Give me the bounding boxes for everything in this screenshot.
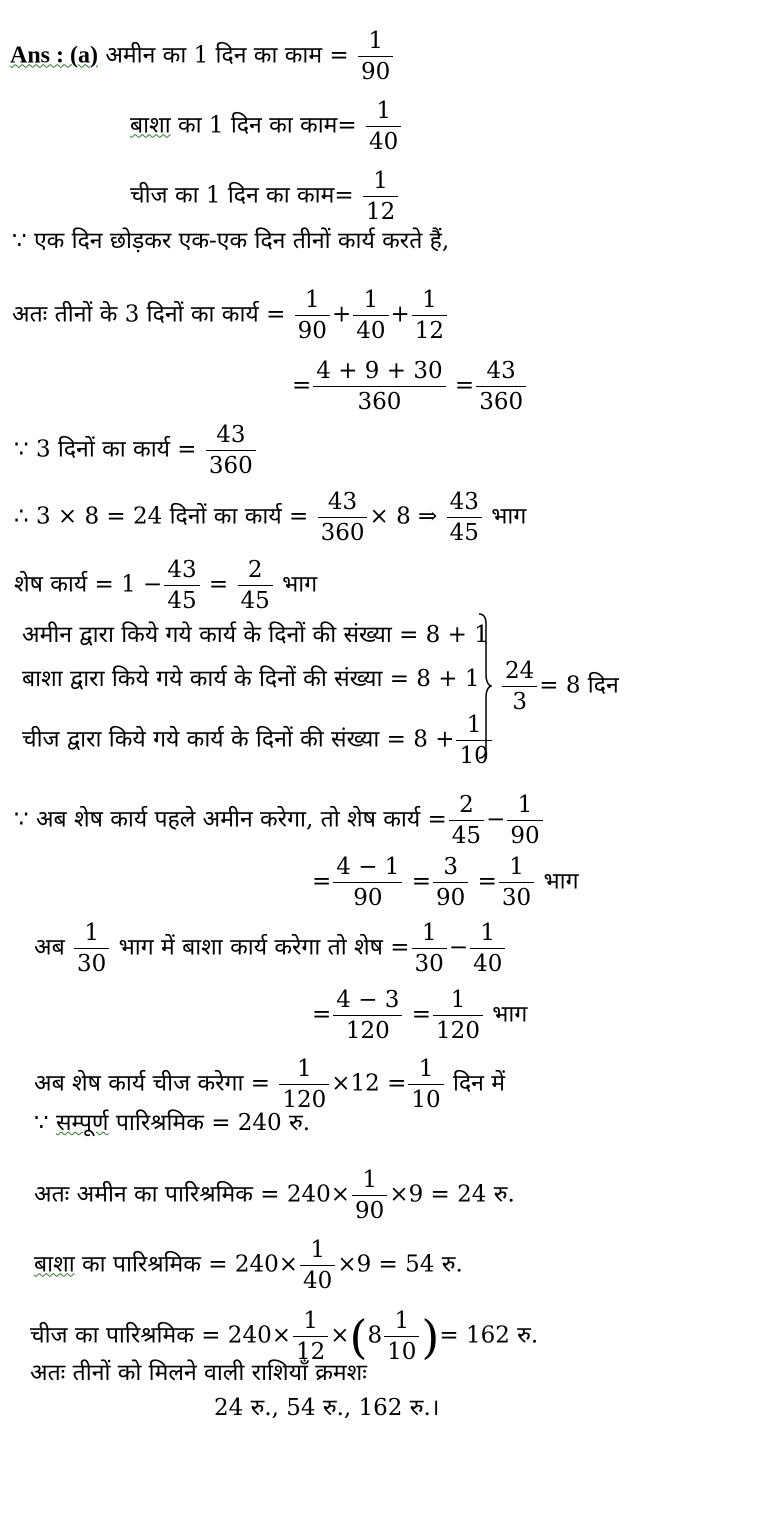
final-values-line: 24 रु., 54 रु., 162 रु.। [214, 1395, 440, 1421]
amin-days-count: अमीन द्वारा किये गये कार्य के दिनों की संख्या = 8 + 1 [22, 622, 489, 648]
basha-next-fraction-2: $\frac{1}{40}$ [470, 918, 505, 979]
amin-wage-line: अतः अमीन का पारिश्रमिक = 240× $\frac{1}{90}$ ×9 = 24 रु. [34, 1167, 515, 1224]
basha-next-line: अब $\frac{1}{30}$ भाग में बाशा कार्य करेगा तो शेष = $\frac{1}{30}$ − $\frac{1}{40}$ [34, 918, 507, 979]
basha-name: बाशा [130, 112, 171, 139]
cheej-wage-line: चीज का पारिश्रमिक = 240× $\frac{1}{12}$ ×(8 $\frac{1}{10}$ )= 162 रु. [30, 1308, 539, 1365]
total-wage-line: ∵ सम्पूर्ण पारिश्रमिक = 240 रु. [34, 1110, 311, 1136]
brace-fraction: $\frac{24}{3}$ [502, 656, 537, 717]
fraction-1-12: $\frac{1}{12}$ [412, 285, 447, 346]
amin-next-line: ∵ अब शेष कार्य पहले अमीन करेगा, तो शेष कार्य = $\frac{2}{45}$ − $\frac{1}{90}$ [14, 790, 545, 851]
final-lead-line: अतः तीनों को मिलने वाली राशियाँ क्रमशः [30, 1360, 367, 1386]
three-days-sum-line: = $\frac{4 + 9 + 30}{360}$ = $\frac{43}{360}$ [292, 356, 528, 417]
amin-result-fraction-3: $\frac{1}{30}$ [499, 852, 534, 913]
because-line: ∵ एक दिन छोड़कर एक-एक दिन तीनों कार्य करते हैं, [12, 228, 450, 254]
fraction-1-40: $\frac{1}{40}$ [353, 285, 388, 346]
amin-result-line: = $\frac{4 - 1}{90}$ = $\frac{3}{90}$ = $\frac{1}{30}$ भाग [312, 854, 579, 911]
basha-rate-fraction: $\frac{1}{40}$ [366, 96, 401, 157]
cheej-mixed-fraction: $\frac{1}{10}$ [384, 1306, 419, 1367]
amin-result-fraction-1: $\frac{4 - 1}{90}$ [333, 852, 402, 913]
cheej-days-fraction: $\frac{1}{10}$ [456, 710, 491, 771]
remaining-result-fraction: $\frac{2}{45}$ [238, 555, 273, 616]
cheej-days-count: चीज द्वारा किये गये कार्य के दिनों की संख्या = 8 + $\frac{1}{10}$ [22, 710, 494, 771]
cheej-rate-fraction: $\frac{1}{12}$ [363, 166, 398, 227]
amin-result-fraction-2: $\frac{3}{90}$ [433, 852, 468, 913]
since-3-days-line: ∵ 3 दिनों का कार्य = $\frac{43}{360}$ [14, 420, 258, 481]
amin-next-fraction-1: $\frac{2}{45}$ [449, 790, 484, 851]
cheej-next-line: अब शेष कार्य चीज करेगा = $\frac{1}{120}$ ×12 = $\frac{1}{10}$ दिन में [34, 1056, 505, 1113]
basha-result-fraction-2: $\frac{1}{120}$ [433, 985, 483, 1046]
cheej-wage-fraction: $\frac{1}{12}$ [293, 1306, 328, 1367]
sum-result-fraction: $\frac{43}{360}$ [476, 356, 526, 417]
basha-wage-fraction: $\frac{1}{40}$ [300, 1235, 335, 1296]
amin-next-fraction-2: $\frac{1}{90}$ [507, 790, 542, 851]
fraction-1-90: $\frac{1}{90}$ [295, 285, 330, 346]
answer-line-amin [10, 26, 395, 87]
basha-rate-line [130, 96, 403, 157]
remaining-work-line: शेष कार्य = 1 − $\frac{43}{45}$ = $\frac{2}{45}$ भाग [14, 557, 318, 614]
basha-days-count: बाशा द्वारा किये गये कार्य के दिनों की संख्या = 8 + 1 [22, 666, 480, 692]
cheej-rate-line [130, 166, 400, 227]
days-24-result-fraction: $\frac{43}{45}$ [447, 487, 482, 548]
cheej-next-result-fraction: $\frac{1}{10}$ [408, 1054, 443, 1115]
basha-result-fraction-1: $\frac{4 - 3}{120}$ [333, 985, 402, 1046]
three-days-line: अतः तीनों के 3 दिनों का कार्य = $\frac{1}{90}$ + $\frac{1}{40}$ + $\frac{1}{12}$ [12, 285, 449, 346]
days-24-fraction: $\frac{43}{360}$ [318, 487, 368, 548]
days-24-line: ∴ 3 × 8 = 24 दिनों का कार्य = $\frac{43}{360}$ × 8 ⇒ $\frac{43}{45}$ भाग [14, 489, 527, 546]
basha-next-fraction-1: $\frac{1}{30}$ [412, 918, 447, 979]
remaining-fraction: $\frac{43}{45}$ [164, 555, 199, 616]
answer-label: Ans : (a) [10, 42, 98, 69]
basha-wage-line: बाशा का पारिश्रमिक = 240× $\frac{1}{40}$ ×9 = 54 रु. [34, 1237, 463, 1294]
cheej-next-fraction: $\frac{1}{120}$ [279, 1054, 329, 1115]
sum-fraction: $\frac{4 + 9 + 30}{360}$ [313, 356, 445, 417]
basha-rate-text: का 1 दिन का काम= [170, 112, 357, 139]
basha-result-line: = $\frac{4 - 3}{120}$ = $\frac{1}{120}$ भाग [312, 987, 528, 1044]
since-3-fraction: $\frac{43}{360}$ [206, 420, 256, 481]
brace-result: $\frac{24}{3}$ = 8 दिन [500, 656, 619, 717]
amin-wage-fraction: $\frac{1}{90}$ [352, 1165, 387, 1226]
right-brace [478, 612, 492, 760]
amin-rate-fraction: $\frac{1}{90}$ [358, 26, 393, 87]
basha-next-fraction: $\frac{1}{30}$ [74, 918, 109, 979]
cheej-rate-text: चीज का 1 दिन का काम= [130, 182, 354, 209]
amin-rate-text: अमीन का 1 दिन का काम = [105, 42, 349, 69]
